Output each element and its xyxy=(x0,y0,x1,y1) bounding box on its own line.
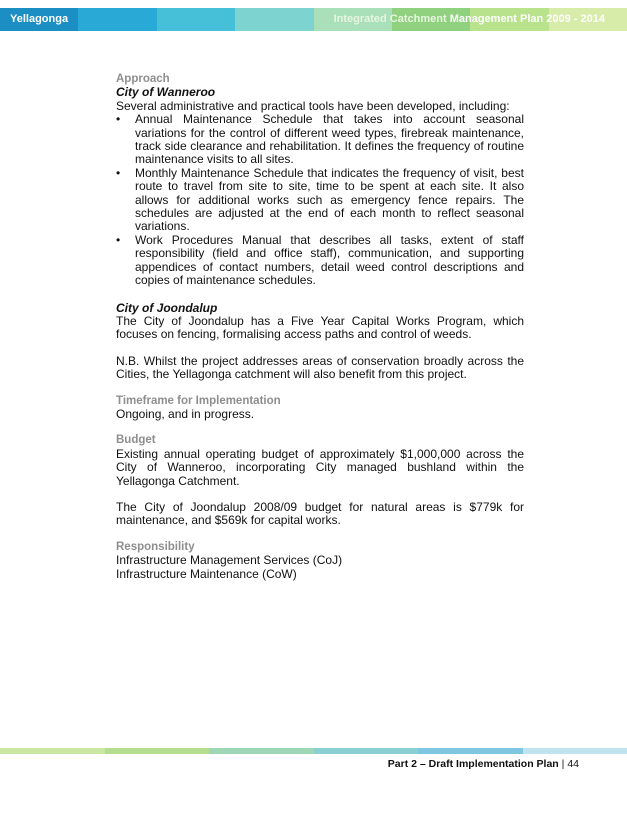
bullet-icon: • xyxy=(116,232,121,247)
band-segment xyxy=(157,8,235,31)
list-item xyxy=(116,113,524,167)
band-segment xyxy=(105,748,210,754)
joondalup-subheading: City of Joondalup xyxy=(116,300,218,315)
list-item xyxy=(116,167,524,234)
wanneroo-subheading: City of Wanneroo xyxy=(116,85,216,100)
responsibility-heading: Responsibility xyxy=(116,540,195,553)
list-item-text: Annual Maintenance Schedule that takes into account seasonal variations for the control of different weed types, firebreak maintenance, track side clearance and rehabilitation. It defines the frequency of routine maintenance visits to all sites. xyxy=(135,112,524,167)
responsibility-line: Infrastructure Management Services (CoJ) xyxy=(116,553,343,568)
list-item-text: Monthly Maintenance Schedule that indicates the frequency of visit, best route to travel from site to site, time to be spent at each site. It also allows for additional works such as emergency fence repairs. The schedules are adjusted at the end of each month to reflect seasonal variations. xyxy=(135,165,524,234)
band-segment xyxy=(314,748,419,754)
header-brand: Yellagonga xyxy=(10,13,69,25)
band-segment xyxy=(0,748,105,754)
timeframe-text: Ongoing, and in progress. xyxy=(116,406,255,421)
budget-text-wanneroo: Existing annual operating budget of approximately $1,000,000 across the City of Wanneroo, incorporating City managed bushland within the Yellagonga Catchment. xyxy=(116,446,524,488)
bullet-icon: • xyxy=(116,165,121,180)
budget-heading: Budget xyxy=(116,434,156,447)
header-document-title xyxy=(334,13,605,25)
page-content xyxy=(116,73,524,581)
header-title-main: Management Plan 2009 - 2014 xyxy=(449,13,605,25)
wanneroo-intro: Several administrative and practical tools have been developed, including: xyxy=(116,98,510,113)
footer-color-band xyxy=(0,748,627,754)
band-segment xyxy=(418,748,523,754)
nb-note: N.B. Whilst the project addresses areas of conservation broadly across the Cities, the Yellagonga catchment will also benefit from this project. xyxy=(116,353,524,382)
wanneroo-tools-list xyxy=(116,113,524,287)
footer-section-title: Part 2 – Draft Implementation Plan xyxy=(387,758,559,770)
footer-separator: | xyxy=(561,758,565,770)
footer-page-label xyxy=(388,758,579,770)
list-item xyxy=(116,234,524,288)
bullet-icon: • xyxy=(116,112,121,127)
responsibility-line: Infrastructure Maintenance (CoW) xyxy=(116,566,297,581)
approach-heading: Approach xyxy=(116,73,170,85)
band-segment xyxy=(523,748,627,754)
joondalup-text: The City of Joondalup has a Five Year Capital Works Program, which focuses on fencing, formalising access paths and control of weeds. xyxy=(116,313,524,342)
timeframe-heading: Timeframe for Implementation xyxy=(116,394,281,407)
budget-text-joondalup: The City of Joondalup 2008/09 budget for natural areas is $779k for maintenance, and $569k for capital works. xyxy=(116,499,524,528)
band-segment xyxy=(235,8,313,31)
page-number: 44 xyxy=(567,758,579,770)
band-segment xyxy=(209,748,314,754)
header-title-prefix: Integrated Catchment xyxy=(333,13,447,25)
band-segment xyxy=(78,8,156,31)
list-item-text: Work Procedures Manual that describes all tasks, extent of staff responsibility (field and office staff), communication, and supporting appendices of contact numbers, detail weed control descriptions and copies of maintenance schedules. xyxy=(135,232,524,288)
